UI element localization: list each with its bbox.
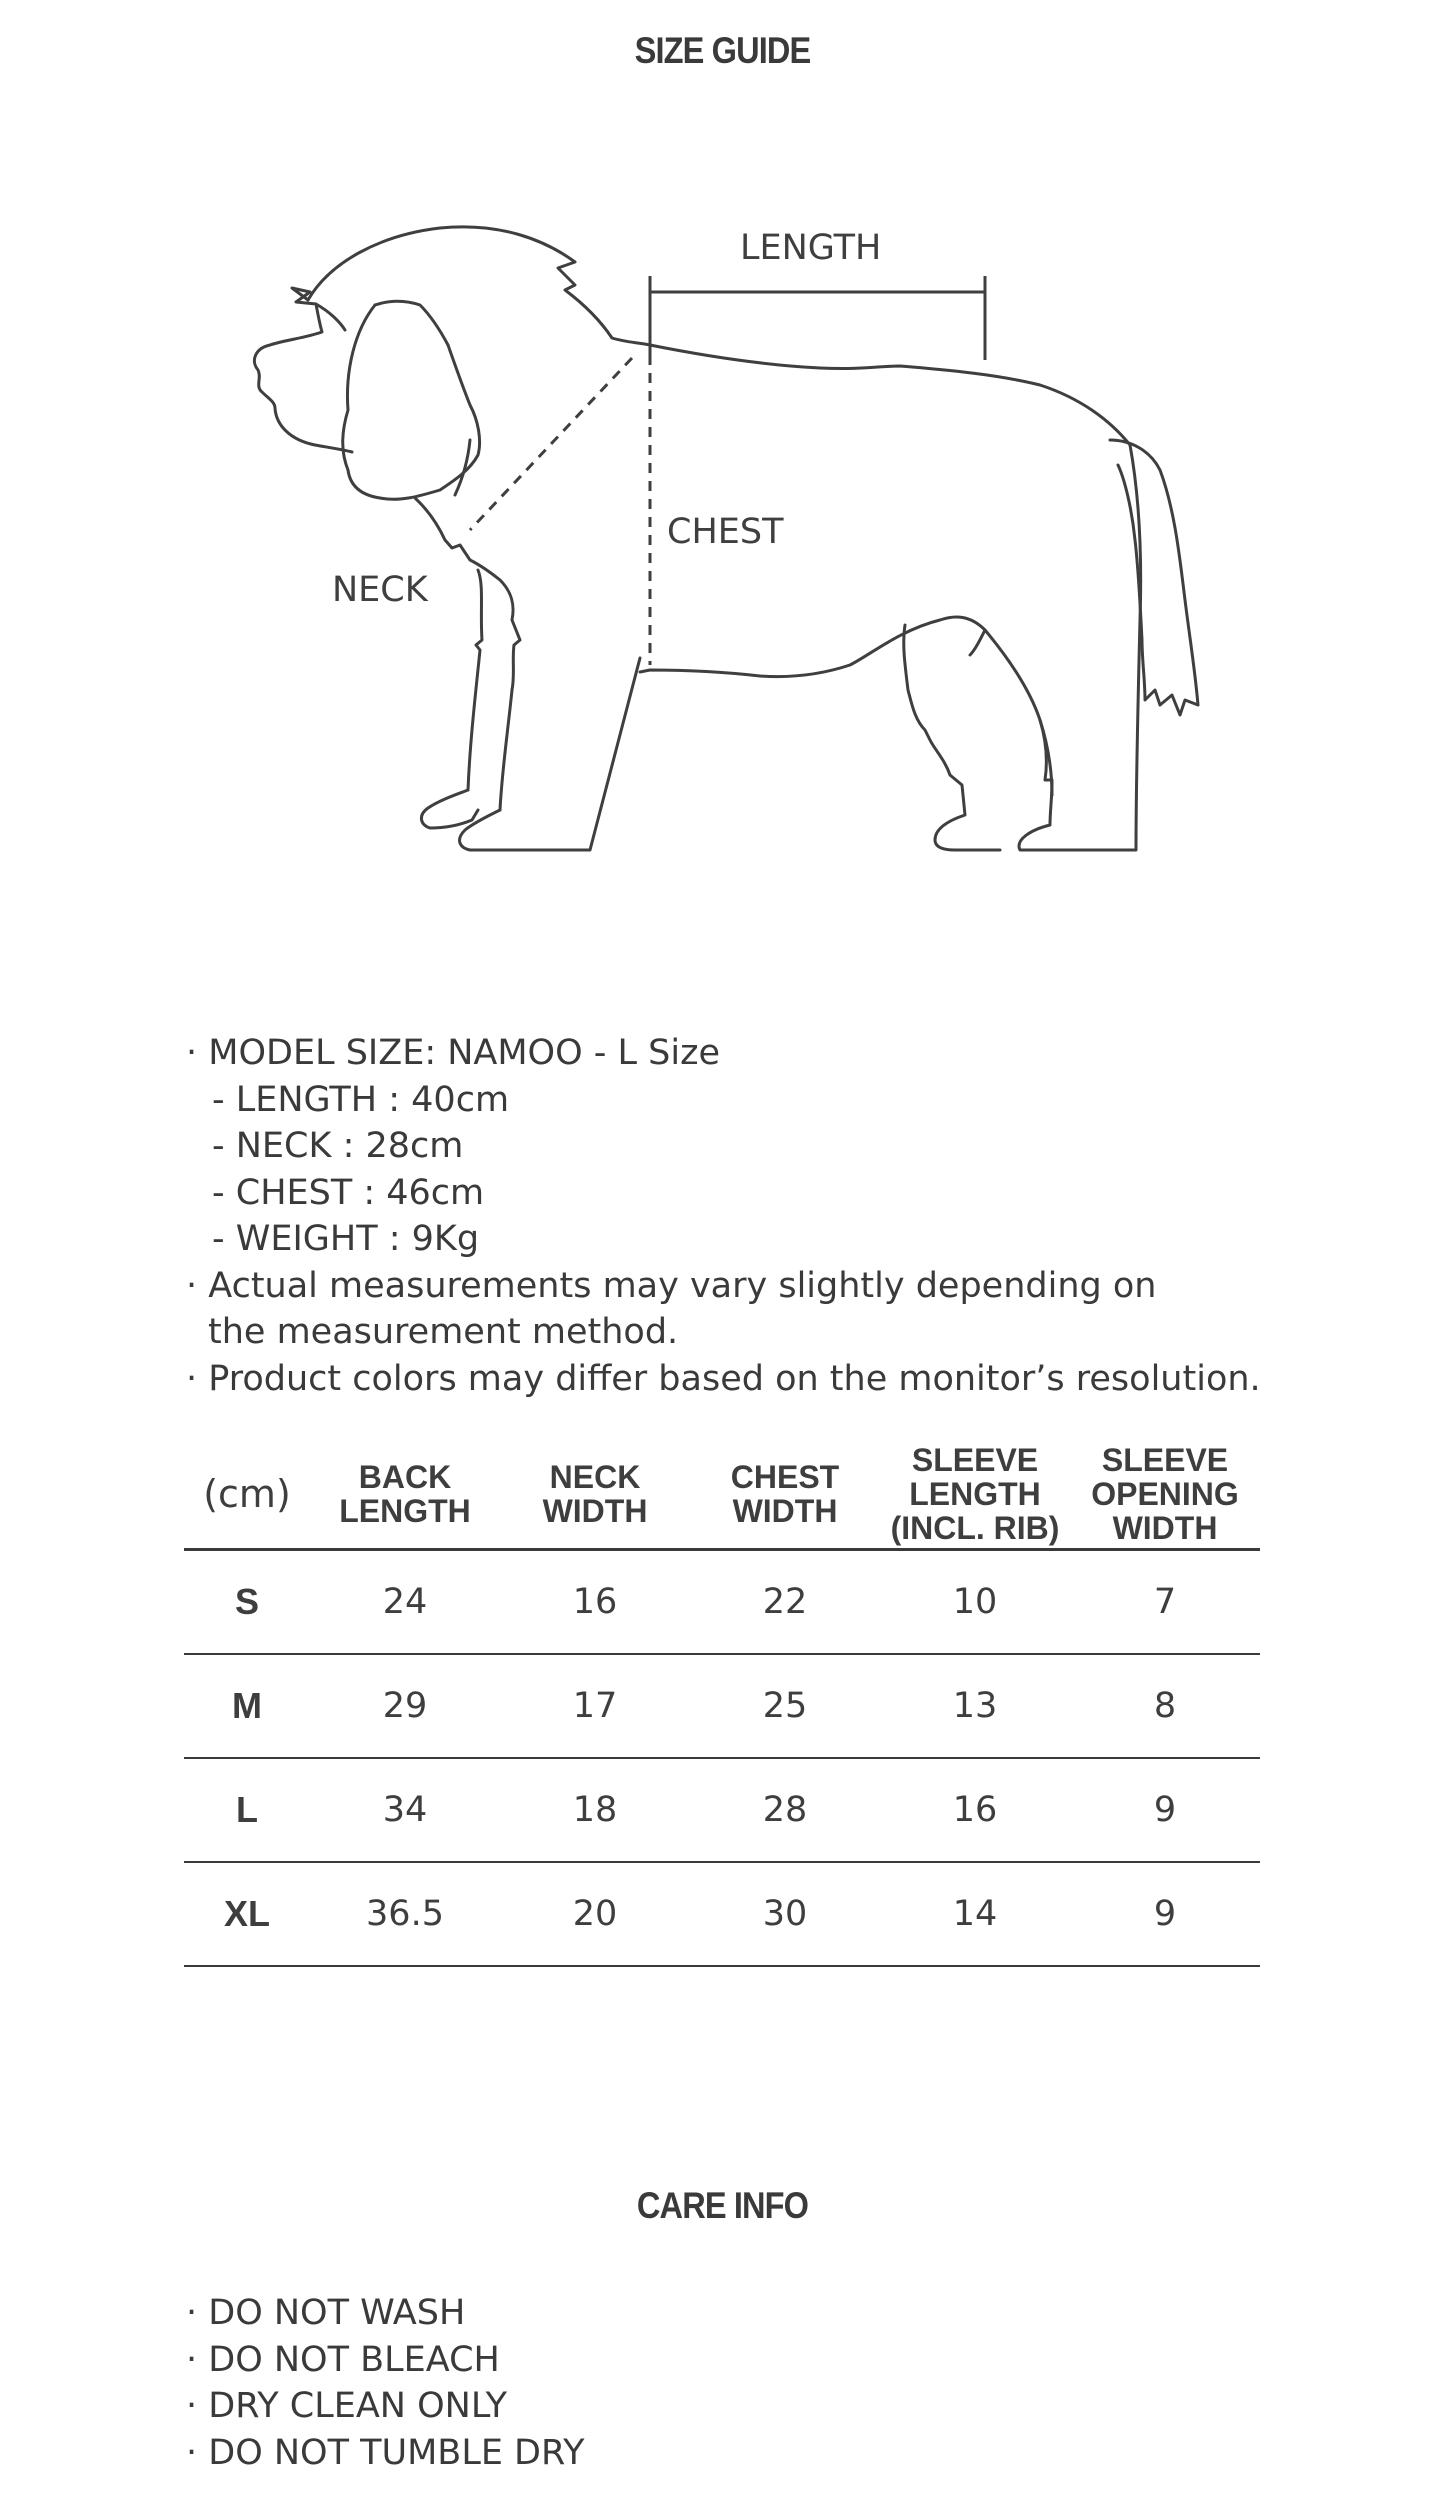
value-cell: 16 (500, 1550, 690, 1655)
note-line: · MODEL SIZE: NAMOO - L Size (186, 1033, 721, 1073)
chest-width-header (690, 1440, 880, 1550)
table-row (184, 1654, 1260, 1758)
value-cell: 30 (690, 1862, 880, 1966)
note-line: · Product colors may differ based on the monitor’s resolution. (186, 1358, 1261, 1399)
back-length-header (310, 1440, 500, 1550)
table-row (184, 1550, 1260, 1655)
sleeve-length-header (880, 1440, 1070, 1550)
size-cell: S (184, 1550, 310, 1655)
table-row (184, 1758, 1260, 1862)
header-line: NECK (549, 1459, 641, 1495)
neck-width-header (500, 1440, 690, 1550)
note-line: - NECK : 28cm (212, 1126, 464, 1166)
value-cell: 28 (690, 1758, 880, 1862)
care-info-title: CARE INFO (636, 2185, 809, 2226)
note-line: the measurement method. (208, 1312, 679, 1352)
size-cell: M (184, 1654, 310, 1758)
note-line: - WEIGHT : 9Kg (212, 1219, 480, 1259)
value-cell: 17 (500, 1654, 690, 1758)
header-line: LENGTH (339, 1493, 471, 1529)
header-line: WIDTH (542, 1493, 648, 1529)
header-line: BACK (358, 1459, 452, 1495)
table-row (184, 1862, 1260, 1966)
value-cell: 7 (1070, 1550, 1260, 1655)
header-line: SLEEVE (911, 1442, 1039, 1478)
sleeve-opening-header (1070, 1440, 1260, 1550)
value-cell: 18 (500, 1758, 690, 1862)
care-item: · DO NOT TUMBLE DRY (186, 2432, 585, 2473)
value-cell: 10 (880, 1550, 1070, 1655)
header-line: LENGTH (909, 1476, 1041, 1512)
value-cell: 22 (690, 1550, 880, 1655)
value-cell: 9 (1070, 1862, 1260, 1966)
size-cell: L (184, 1758, 310, 1862)
size-cell: XL (184, 1862, 310, 1966)
length-label: LENGTH (740, 228, 882, 268)
unit-header: (cm) (184, 1440, 310, 1550)
value-cell: 16 (880, 1758, 1070, 1862)
size-guide-title: SIZE GUIDE (634, 30, 811, 71)
header-line: WIDTH (1112, 1510, 1218, 1546)
value-cell: 20 (500, 1862, 690, 1966)
header-line: SLEEVE (1101, 1442, 1229, 1478)
dog-measurement-diagram (0, 200, 1445, 960)
model-notes (186, 1030, 1261, 1402)
header-line: OPENING (1091, 1476, 1239, 1512)
value-cell: 34 (310, 1758, 500, 1862)
care-item: · DO NOT BLEACH (186, 2339, 500, 2380)
neck-label: NECK (332, 570, 428, 610)
note-line: - LENGTH : 40cm (212, 1079, 510, 1120)
chest-label: CHEST (667, 512, 784, 552)
size-table (184, 1440, 1260, 1967)
value-cell: 25 (690, 1654, 880, 1758)
care-item: · DO NOT WASH (186, 2293, 466, 2333)
header-line: CHEST (730, 1459, 840, 1495)
note-line: - CHEST : 46cm (212, 1172, 485, 1213)
note-line: · Actual measurements may vary slightly depending on (186, 1265, 1157, 1306)
care-item: · DRY CLEAN ONLY (186, 2386, 508, 2426)
header-line: WIDTH (732, 1493, 838, 1529)
care-list (186, 2290, 584, 2476)
value-cell: 8 (1070, 1654, 1260, 1758)
value-cell: 13 (880, 1654, 1070, 1758)
header-line: (INCL. RIB) (890, 1510, 1060, 1546)
value-cell: 24 (310, 1550, 500, 1655)
value-cell: 29 (310, 1654, 500, 1758)
value-cell: 9 (1070, 1758, 1260, 1862)
value-cell: 36.5 (310, 1862, 500, 1966)
table-header-row (184, 1440, 1260, 1550)
value-cell: 14 (880, 1862, 1070, 1966)
